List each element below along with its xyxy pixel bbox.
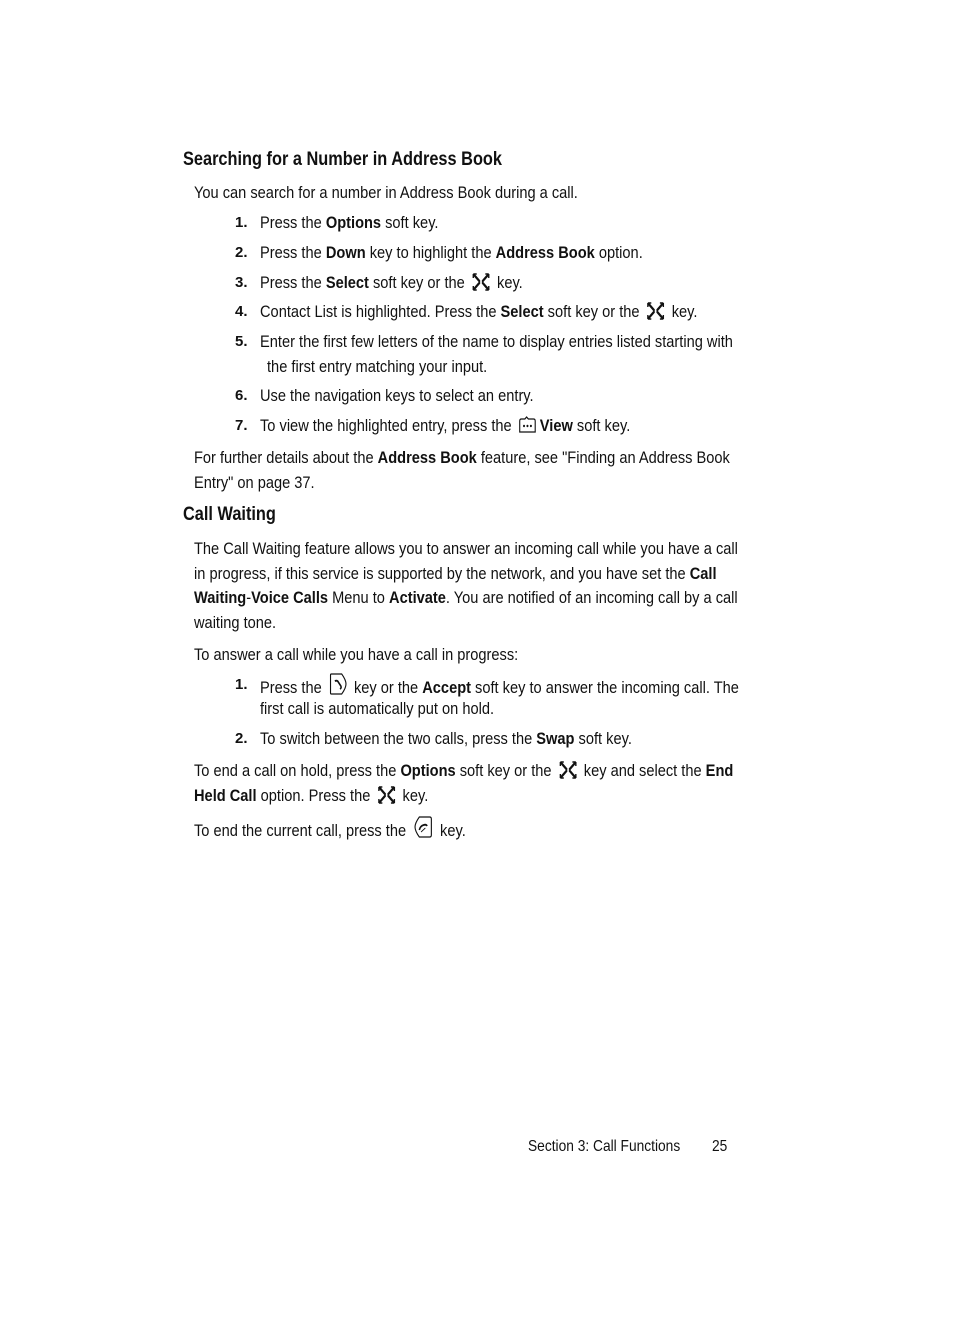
step-number: 5. [235, 333, 248, 350]
nav-x-icon [646, 302, 665, 327]
step-number: 6. [235, 387, 248, 404]
step-number: 4. [235, 303, 248, 320]
step-number: 2. [235, 244, 248, 261]
end-current-paragraph: To end the current call, press the key. [194, 815, 466, 846]
step-number: 3. [235, 274, 248, 291]
step-number: 1. [235, 214, 248, 231]
list-item: Press the Down key to highlight the Address Book option. [260, 243, 643, 262]
nav-x-icon [377, 786, 396, 811]
list-item-continuation: the first entry matching your input. [267, 357, 488, 376]
step-number: 7. [235, 417, 248, 434]
end-key-icon [413, 815, 434, 846]
footer-section-title: Section 3: Call Functions [528, 1138, 681, 1155]
list-item: To view the highlighted entry, press the View soft key. [260, 413, 630, 441]
nav-x-icon [471, 273, 490, 298]
end-hold-paragraph: To end a call on hold, press the Options soft key or the key and select the End [194, 758, 733, 786]
further-details-paragraph-line2: Entry" on page 37. [194, 473, 315, 492]
manual-page: Searching for a Number in Address Book You can search for a number in Address Book during a call. 1. Press the Options soft key. 2. Press the Down key to highlight the Address Book option. 3. Press the Select soft key or the key. 4. Contact List is highlighted. Press the Select soft key or the key. 5. Enter the first few letters of the name to display entries listed starting with the first entry matching your input. 6. Use the navigation keys to select an entry. 7. To view the highlighted entry, press the View soft key. For further details about the Address Book feature, see "Finding an Address Book Entry" on page 37. Call Waiting The Call Waiting feature allows you to answer an incoming call while you have a call in progress, if this service is supported by the network, and you have set the Call Waiting-Voice Calls Menu to Activate. You are notified of an incoming call by a call waiting tone. To answer a call while you have a call in progress: 1. Press the key or the Accept soft key to answer the incoming call. The first call is automatically put on hold. 2. To switch between the two calls, press the Swap soft key. To end a call on hold, press the Options soft key or the key and select the End Held Call option. Press the key. To end the current call, press the key. Section 3: Call Functions 25 [183, 149, 739, 1155]
footer-page-number: 25 [712, 1138, 728, 1155]
end-hold-paragraph-line2: Held Call option. Press the key. [194, 783, 428, 811]
list-item-continuation: first call is automatically put on hold. [260, 699, 495, 718]
menu-dots-icon [518, 416, 537, 441]
answer-lead-text: To answer a call while you have a call in progress: [194, 645, 519, 664]
step-number: 2. [235, 730, 248, 747]
list-item: Contact List is highlighted. Press the Select soft key or the key. [260, 299, 697, 327]
step-number: 1. [235, 676, 248, 693]
section-heading-search: Searching for a Number in Address Book [183, 149, 503, 170]
list-item: Use the navigation keys to select an entry. [260, 386, 534, 405]
list-item: Enter the first few letters of the name to display entries listed starting with [260, 332, 733, 351]
section-heading-call-waiting: Call Waiting [183, 504, 276, 525]
further-details-paragraph: For further details about the Address Book feature, see "Finding an Address Book [194, 448, 730, 467]
list-item: Press the Options soft key. [260, 213, 439, 232]
list-item: Press the Select soft key or the key. [260, 270, 523, 298]
list-item: Press the key or the Accept soft key to answer the incoming call. The [260, 672, 739, 703]
intro-paragraph: You can search for a number in Address Book during a call. [194, 183, 578, 202]
nav-x-icon [558, 761, 577, 786]
list-item: To switch between the two calls, press the Swap soft key. [260, 729, 632, 748]
